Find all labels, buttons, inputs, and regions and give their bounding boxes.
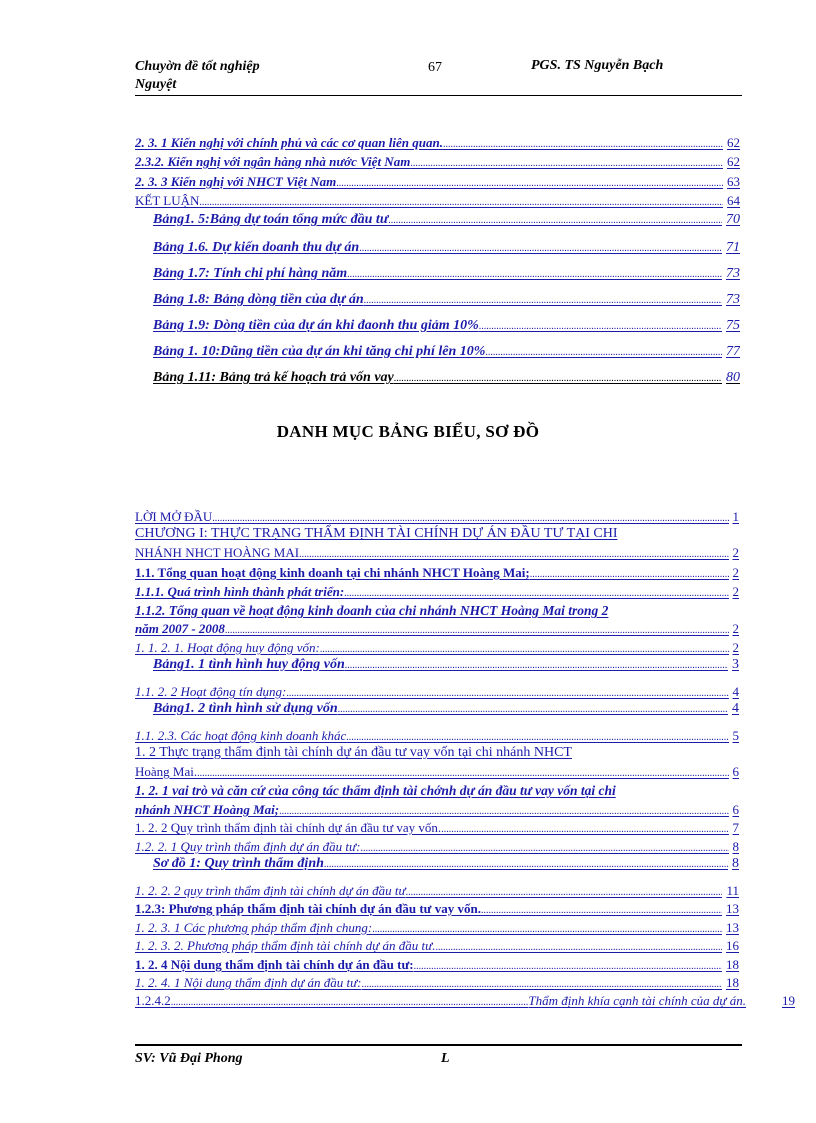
- footer-mark: L: [441, 1051, 450, 1066]
- toc-loi-mo-dau[interactable]: LỜI MỞ ĐẦU ..... 1: [135, 509, 739, 525]
- toc-bang-1-1[interactable]: Bảng1. 1 tình hình huy động vốn ..... 3: [153, 657, 739, 673]
- toc-1-2-4-1[interactable]: 1. 2. 4. 1 Nội dung thẩm định dự án đầu tư: ..... 18: [135, 975, 739, 991]
- toc-1-2-line2[interactable]: Hoàng Mai. ..... 6: [135, 764, 739, 780]
- header-divider: [135, 95, 742, 96]
- toc-chuong-1-line1[interactable]: CHƯƠNG I: THỰC TRẠNG THẨM ĐỊNH TÀI CHÍNH DỰ ÁN ĐẦU TƯ TẠI CHI: [135, 526, 618, 541]
- toc-item-bang-1-10[interactable]: Bảng 1. 10:Dũng tiền của dự án khi tăng chi phí lên 10% ..... 77: [153, 344, 740, 360]
- toc-1-1-2-1[interactable]: 1. 1. 2. 1. Hoạt động huy động vốn: ..... 2: [135, 640, 739, 656]
- toc-item-2-3-2[interactable]: 2.3.2. Kiến nghị với ngân hàng nhà nước Việt Nam ..... 62: [135, 154, 740, 170]
- toc-1-2-2-1[interactable]: 1.2. 2. 1 Quy trình thẩm định dự án đầu tư: ..... 8: [135, 839, 739, 855]
- toc-so-do-1[interactable]: Sơ đồ 1: Quy trình thẩm định ..... 8: [153, 856, 739, 872]
- footer-student-name: SV: Vũ Đại Phong: [135, 1051, 243, 1066]
- header-course-line1: Chuyờn đề tốt nghiệp: [135, 59, 260, 74]
- toc-1-1-2-line2[interactable]: năm 2007 - 2008 ..... 2: [135, 621, 739, 637]
- toc-1-2-3[interactable]: 1.2.3: Phương pháp thẩm định tài chính dự án đầu tư vay vốn. ..... 13: [135, 901, 739, 917]
- toc-item-bang-1-8[interactable]: Bảng 1.8: Bảng dòng tiền của dự án ..... 73: [153, 292, 740, 308]
- toc-1-1[interactable]: 1.1. Tổng quan hoạt động kinh doanh tại chi nhánh NHCT Hoàng Mai; ..... 2: [135, 565, 739, 581]
- toc-item-bang-1-9[interactable]: Bảng 1.9: Dòng tiền của dự án khi đaonh thu giảm 10% ..... 75: [153, 318, 740, 334]
- footer-divider: [135, 1044, 742, 1046]
- toc-1-1-2-3[interactable]: 1.1. 2.3. Các hoạt động kinh doanh khác ..... 5: [135, 728, 739, 744]
- toc-1-2-1-line1[interactable]: 1. 2. 1 vai trò và căn cứ của công tác thẩm định tài chớnh dự án đầu tư vay vốn tại chi: [135, 783, 616, 798]
- toc-1-2-4[interactable]: 1. 2. 4 Nội dung thẩm định tài chính dự án đầu tư: ..... 18: [135, 957, 739, 973]
- toc-item-ket-luan[interactable]: KẾT LUẬN ..... 64: [135, 193, 740, 209]
- header-advisor: PGS. TS Nguyễn Bạch: [531, 58, 664, 73]
- toc-item-bang-1-5[interactable]: Bảng1. 5:Bảng dự toán tổng mức đầu tư ..... 70: [153, 212, 740, 228]
- toc-1-1-2-line1[interactable]: 1.1.2. Tổng quan về hoạt động kinh doanh của chi nhánh NHCT Hoàng Mai trong 2: [135, 603, 609, 618]
- header-course-title: [135, 58, 260, 94]
- toc-1-2-2[interactable]: 1. 2. 2 Quy trình thẩm định tài chính dự án đầu tư vay vốn. ..... 7: [135, 820, 739, 836]
- toc-item-bang-1-7[interactable]: Bảng 1.7: Tính chi phí hàng năm ..... 73: [153, 266, 740, 282]
- header-page-number: 67: [428, 60, 442, 75]
- section-title: DANH MỤC BẢNG BIỂU, SƠ ĐỒ: [276, 422, 540, 441]
- toc-1-2-4-2[interactable]: 1.2.4.2 ..... Thẩm định khía cạnh tài chính của dự án. 19: [135, 993, 795, 1009]
- toc-1-2-line1[interactable]: 1. 2 Thực trạng thẩm định tài chính dự án đầu tư vay vốn tại chi nhánh NHCT: [135, 745, 572, 760]
- toc-1-2-1-line2[interactable]: nhánh NHCT Hoàng Mai; ..... 6: [135, 802, 739, 818]
- toc-1-2-3-2[interactable]: 1. 2. 3. 2. Phương pháp thẩm định tài chính dự án đầu tư. ..... 16: [135, 938, 739, 954]
- toc-item-bang-1-6[interactable]: Bảng 1.6. Dự kiến doanh thu dự án ..... 71: [153, 240, 740, 256]
- toc-bang-1-2[interactable]: Bảng1. 2 tình hình sử dụng vốn ..... 4: [153, 701, 739, 717]
- toc-item-2-3-1[interactable]: 2. 3. 1 Kiến nghị với chính phủ và các cơ quan liên quan. ..... 62: [135, 135, 740, 151]
- toc-1-1-2-2[interactable]: 1.1. 2. 2 Hoạt động tín dụng: ..... 4: [135, 684, 739, 700]
- header-course-line2: Nguyệt: [135, 77, 177, 92]
- toc-1-1-1[interactable]: 1.1.1. Quá trình hình thành phát triển: ..... 2: [135, 584, 739, 600]
- toc-1-2-2-2[interactable]: 1. 2. 2. 2 quy trình thẩm định tài chính dự án đầu tư ..... 11: [135, 883, 739, 899]
- toc-item-bang-1-11[interactable]: Bảng 1.11: Bảng trả kế hoạch trả vốn vay ..... 80: [153, 370, 740, 386]
- toc-item-2-3-3[interactable]: 2. 3. 3 Kiến nghị với NHCT Việt Nam ..... 63: [135, 174, 740, 190]
- toc-chuong-1-line2[interactable]: NHÁNH NHCT HOÀNG MAI ..... 2: [135, 545, 739, 561]
- toc-1-2-3-1[interactable]: 1. 2. 3. 1 Các phương pháp thẩm định chung: ..... 13: [135, 920, 739, 936]
